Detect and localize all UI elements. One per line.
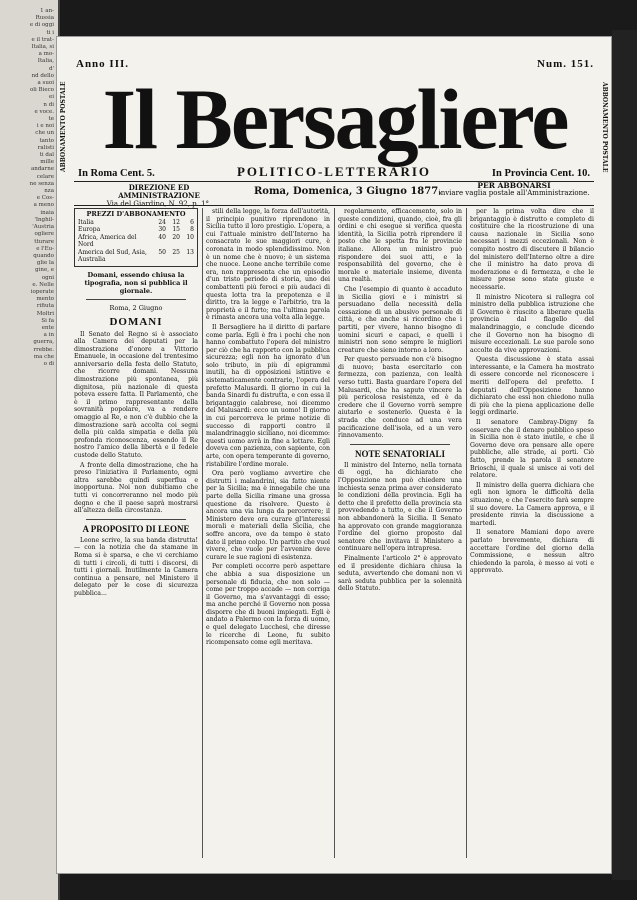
masthead-title: Il Bersagliere	[102, 71, 568, 167]
column-1	[74, 208, 198, 858]
adjacent-text-fragment: glie la	[36, 260, 54, 267]
prezzi-cell: Africa, America del Nord	[78, 233, 137, 248]
adjacent-text-fragment: ma che	[33, 353, 54, 360]
adjacent-text-fragment: nd dello	[31, 72, 54, 79]
paragraph: Per questo persuade non c'è bisogno di nuovo; basta esercitarlo con fermezza, con pazienza, con lealtà verso tutti. Basta guardare l'opera del Malusardi, che ha saputo vincere la più pericolosa resistenza, ed è da credere che il Governo vorrà sempre aiutarlo e sostenerlo. Questa è la strada che conduce ad una vera pacificazione dell'isola, ed a un vero rinnovamento.	[338, 356, 462, 440]
paragraph: Questa discussione è stata assai interessante, e la Camera ha mostrato di essere concorde nel riconoscere i meriti dell'opera del prefetto. I deputati dell'Opposizione hanno dichiarato che essi non chiedono nulla di più che la piena applicazione delle leggi ordinarie.	[470, 356, 594, 417]
scan-edge	[612, 30, 637, 880]
prezzi-cell: 25	[172, 248, 180, 256]
adjacent-text-fragment: 'Austria	[32, 224, 54, 231]
price-province: In Provincia Cent. 10.	[491, 168, 590, 179]
paragraph: regolarmente, efficacemente, solo in queste condizioni, quando, cioè, fra gli ordini e chi esegue si verifica questa identità, la Sicilia potrà riprendere il posto che le spetta fra le provincie italiane. Allora un ministro può rispondere dei suoi atti, e la responsabilità del governo, che è morale e materiale insieme, diventa una realtà.	[338, 208, 462, 284]
adjacent-text-fragment: inaia	[40, 209, 54, 216]
closure-notice: Domani, essendo chiusa la tipografia, non si pubblica il giornale.	[84, 270, 188, 295]
adjacent-text-fragment: quando	[33, 252, 54, 259]
adjacent-text-fragment: d'	[48, 65, 54, 72]
prezzi-cell: 10	[186, 233, 194, 241]
prezzi-row	[78, 234, 194, 249]
info-bar	[74, 181, 594, 208]
prezzi-cell: 50	[158, 248, 166, 256]
adjacent-text-fragment: e voce.	[34, 108, 54, 115]
adjacent-text-fragment: tanto	[39, 137, 54, 144]
adjacent-text-fragment: a mo-	[38, 51, 54, 58]
prezzi-cell: 12	[172, 218, 180, 226]
anno-label: Anno III.	[76, 58, 130, 70]
adjacent-text-fragment: Si fa	[41, 317, 54, 324]
adjacent-text-fragment: e il trat-	[31, 36, 54, 43]
price-rome: In Roma Cent. 5.	[78, 168, 155, 179]
side-label-right: ABBONAMENTO POSTALE	[601, 81, 608, 173]
prezzi-cell: 8	[190, 226, 194, 233]
column-divider	[202, 208, 203, 858]
prezzi-cell: 24	[158, 218, 166, 226]
prezzi-cell: 40	[158, 233, 166, 241]
masthead-subtitle: POLITICO-LETTERARIO	[236, 164, 432, 179]
article-domani	[74, 331, 198, 515]
paragraph: stili della legge, la forza dell'autorità, il principio punitivo riprendono in Sicilia tutto il loro prestigio. L'opera, a cui l'attuale ministro dell'Interno ha consacrato le sue maggiori cure, è coronata in modo splendidissimo. Non è un nome che è nuovo; è un sistema che nuoce. Leone anche terribile come era, non rappresenta che un episodio d'un tristo periodo di storia, uno dei combattenti più feroci e più audaci di questa lotta tra la prepotenza e il diritto, tra la legge e l'arbitrio, tra la proprietà e il furto; ma l'ultima parola è rimasta ancora una volta alla legge.	[206, 208, 330, 322]
separator	[86, 519, 186, 520]
abbonamenti-text: inviare vaglia postale all'Amministrazione.	[438, 188, 590, 197]
paragraph: Leone scrive, la sua banda distrutta! — con la notizia che da stamane in Roma si è sparsa, e che vi cerchiamo di tutti i circoli, di tutti i discorsi, di tutti i giornali. Inutilmente la Camera continua a pensare, nel Ministero il delegato per le cose di sicurezza pubblica...	[74, 536, 198, 597]
adjacent-text-fragment: ralisti	[37, 144, 54, 151]
paragraph: A fronte della dimostrazione, che ha preso l'iniziativa il Parlamento, ogni altra sarebbe quindi superflua e inopportuna. Noi non dubitiamo che tutti vi concorreranno nel modo più degno e che il paese saprà mostrarsi all'altezza della circostanza.	[74, 461, 198, 515]
adjacent-text-fragment: ti i	[46, 29, 54, 36]
paragraph: Il Senato del Regno si è associato alla Camera dei deputati per la dimostrazione d'onore a Vittorio Emanuele, in occasione del trentesimo anniversario della festa dello Statuto, che ricorre domani. Nessuna dimostrazione più spontanea, più dignitosa, più nazionale di questa poteva essere fatta. Il Parlamento, che è il primo rappresentante della sovranità popolare, va a rendere omaggio al Re, e non c'è dubbio che la dimostrazione sarà accolta coi segni della più calda simpatia e della più profonda riconoscenza, essendo il Re nostro l'amico della libertà e il fedele custode dello Statuto.	[74, 330, 198, 459]
adjacent-page-strip	[0, 0, 60, 900]
paragraph: Il senatore Cambray-Digny fa osservare che il denaro pubblico speso in Sicilia non è stato inutile, e che il Governo deve ora pensare alle opere pubbliche, alle strade, ai porti. Ciò fatto, prende la parola il senatore Brioschi, il quale si unisce ai voti del relatore.	[470, 419, 594, 480]
prezzi-row	[78, 226, 194, 234]
prezzi-cell: 15	[172, 226, 180, 233]
adjacent-text-fragment: ogni	[41, 274, 54, 281]
direzione-title: DIREZIONE ED AMMINISTRAZIONE	[118, 183, 200, 200]
adjacent-text-fragment: 'Inghil-	[34, 216, 54, 223]
column-4	[470, 208, 594, 858]
adjacent-text-fragment: nza	[44, 188, 54, 195]
adjacent-text-fragment: ente	[41, 324, 54, 331]
adjacent-page-text	[8, 8, 54, 658]
paragraph: Ora però vogliamo avvertire che distrutti i malandrini, sia fatto niente per la Sicilia; ma è innegabile che una parte della Sicilia rimane una grossa questione da risolvere. Questo è ancora una via lunga da percorrere; il Ministero deve ora curare gl'interessi morali e materiali della Sicilia, che soffre ancora, ove da tempo è stato dato il primo colpo. Un partito che vuol vivere, che vuole per l'avvenire deve curare le sue ragioni di esistenza.	[206, 470, 330, 561]
adjacent-text-fragment: i e noi	[36, 123, 54, 130]
paragraph: per la prima volta dire che il brigantaggio è distrutto e completo di costituire che la ricostruzione di una causa nazionale in Sicilia sono necessari i mezzi eccezionali. Non è compito nostro di discutere il bilancio del ministero dell'Interno oltre a dire che il ministro ha dato prova di moderazione e di fermezza, e che le misure prese sono state giuste e necessarie.	[470, 208, 594, 291]
paragraph: Finalmente l'articolo 2° è approvato ed il presidente dichiara chiusa la seduta, avvertendo che domani non vi sarà seduta pubblica per la solennità dello Statuto.	[338, 554, 462, 593]
column-2	[206, 208, 330, 858]
adjacent-text-fragment: ioperate	[30, 288, 54, 295]
adjacent-text-fragment: Italia,	[37, 58, 54, 65]
heading-leone: A PROPOSITO DI LEONE	[82, 523, 190, 534]
abbonamenti-block	[434, 182, 594, 197]
adjacent-text-fragment: ne senza	[29, 180, 54, 187]
numero-label: Num. 151.	[537, 58, 594, 70]
paragraph: Il ministro della guerra dichiara che egli non ignora le difficoltà della situazione, e che l'esercito farà sempre il suo dovere. La Camera approva, e il presidente rinvia la discussione a martedì.	[470, 481, 594, 527]
side-label-left: ABBONAMENTO POSTALE	[60, 81, 67, 173]
adjacent-text-fragment: ti dal	[39, 152, 54, 159]
prezzi-row	[78, 249, 194, 264]
adjacent-text-fragment: rrebbe.	[33, 346, 54, 353]
adjacent-text-fragment: Italia, si	[31, 44, 54, 51]
adjacent-text-fragment: e l'Eu-	[36, 245, 54, 252]
adjacent-text-fragment: ei	[48, 94, 54, 101]
adjacent-text-fragment: mento	[36, 296, 54, 303]
separator	[86, 299, 186, 300]
heading-domani: DOMANI	[109, 315, 163, 328]
separator	[350, 444, 450, 445]
adjacent-text-fragment: n di	[43, 101, 54, 108]
article-dateline: Roma, 2 Giugno	[109, 303, 163, 312]
adjacent-text-fragment: celare	[36, 173, 54, 180]
prezzi-box	[74, 208, 198, 267]
paragraph: Il Bersagliere ha il diritto di parlare come parla. Egli è fra i pochi che non hanno combattuto l'opera del ministro per ciò che ha rapporto con la pubblica sicurezza; egli non ha ignorato d'un solo tributo, in più di epigrammi inutili, ha di opposizioni istintive e sistematicamente contrarie, l'opera del prefetto Malusardi. Il giorno in cui la banda Sinardi fu distrutta, e con essa il brigantaggio calabrese, noi dicemmo del Malusardi: ecco un uomo! Il giorno in cui percorreva le prime notizie di successo di rapporti contro il malandrinaggio siciliano, noi dicemmo: questi uomo avrà in fine a lottare. Egli doveva con pazienza, con sapiente, con arte, con opera temperante di governo, ristabilire l'ordine morale.	[206, 323, 330, 468]
adjacent-text-fragment: che un	[35, 130, 54, 137]
paragraph: Il ministro del Interno, nella tornata di oggi, ha dichiarato che l'Opposizione non può chiedere una inchiesta senza prima aver considerato le condizioni della provincia. Egli ha detto che il prefetto della provincia sta provvedendo a tutto, e che il Governo non abbandonerà la Sicilia. Il Senato ha approvato con grande maggioranza l'ordine del giorno proposto dal senatore che invitava il Ministero a continuare nell'opera intrapresa.	[338, 461, 462, 553]
prezzi-cell: Europa	[78, 226, 101, 233]
column-3	[338, 208, 462, 858]
adjacent-text-fragment: e Cos-	[36, 195, 54, 202]
issue-dateline: Roma, Domenica, 3 Giugno 1877.	[254, 186, 442, 197]
column-divider	[334, 208, 335, 858]
prezzi-cell: Italia	[78, 218, 94, 226]
adjacent-text-fragment: rifiuta	[36, 303, 54, 310]
prezzi-cell: 20	[172, 233, 180, 241]
adjacent-text-fragment: e di oggi	[29, 22, 54, 29]
prezzi-rows	[78, 219, 194, 264]
paragraph: Che l'esempio di quanto è accaduto in Sicilia giovi e i ministri si persuadano della necessità della cessazione di un abusivo personale di città, e che anche si ricordino che i partiti, per vivere, hanno bisogno di uomini sicuri e capaci, e quelli i ministri non sono sempre le migliori creature che sieno intorno a loro.	[338, 285, 462, 354]
paragraph: Per completi occorre però aspettare che abbia a sua disposizione un personale di fiducia, che non solo — come per troppo accade — non corriga il Governo, ma s'avvantaggi di esso; ma anche perché il Governo non possa disporre che di buoni impiegati. Egli è andato a Palermo con la forza di uomo, e quel delegato Lucchesi, che diresse le ricerche di Leone, fu subito ricompensato come egli meritava.	[206, 563, 330, 647]
adjacent-text-fragment: guerra,	[33, 339, 54, 346]
abbonamenti-title: PER ABBONARSI	[477, 181, 551, 190]
issue-bar	[76, 58, 594, 70]
article-senate-cont	[470, 208, 594, 575]
adjacent-text-fragment: tturare	[34, 238, 54, 245]
prezzi-title: PREZZI D'ABBONAMENTO	[86, 210, 186, 218]
adjacent-text-fragment: a in	[43, 332, 54, 339]
prezzi-row	[78, 219, 194, 227]
adjacent-text-fragment: gine, e	[35, 267, 54, 274]
adjacent-text-fragment: Moltri	[36, 310, 54, 317]
prezzi-cell: 13	[186, 248, 194, 256]
adjacent-text-fragment: e. Nelle	[32, 281, 54, 288]
prezzi-cell: America del Sud, Asia, Australia	[78, 248, 147, 263]
adjacent-text-fragment: Russia	[35, 15, 54, 22]
adjacent-text-fragment: a suoi	[37, 80, 54, 87]
article-columns	[74, 208, 594, 858]
prezzi-cell: 30	[158, 226, 166, 233]
heading-note-senatoriali: NOTE SENATORIALI	[355, 448, 445, 459]
paragraph: Il ministro Nicotera si rallegra col ministro della pubblica istruzione che il Governo è riuscito a liberare quella provincia dal flagello del malandrinaggio, e conclude dicendo che il Governo non ha bisogno di misure eccezionali. Le sue parole sono accolte da vive approvazioni.	[470, 293, 594, 354]
adjacent-text-fragment: a meno	[33, 202, 54, 209]
prezzi-cell: 6	[190, 218, 194, 226]
article-leone-cont	[206, 208, 330, 647]
adjacent-text-fragment: te	[48, 116, 54, 123]
adjacent-text-fragment: mille	[40, 159, 54, 166]
paragraph: Il senatore Mamiani dopo avere parlato brevemente, dichiara di accettare l'ordine del giorno della Commissione, e nessun altro chiedendo la parola, è messo ai voti e approvato.	[470, 529, 594, 575]
column-divider	[466, 208, 467, 858]
front-page	[56, 36, 612, 874]
adjacent-text-fragment: 1 an-	[40, 8, 54, 14]
adjacent-text-fragment: andarne	[30, 166, 54, 173]
adjacent-text-fragment: oli Bieco	[29, 87, 54, 94]
article-leone	[74, 537, 198, 598]
direzione-address: Via del Giardino, N. 92, p. 1°.	[106, 200, 212, 208]
adjacent-text-fragment: o di	[43, 360, 54, 367]
header-rule-bottom	[74, 205, 594, 206]
adjacent-text-fragment: ogliere	[34, 231, 54, 238]
article-note-senatoriali	[338, 462, 462, 593]
article-leone-end	[338, 208, 462, 440]
